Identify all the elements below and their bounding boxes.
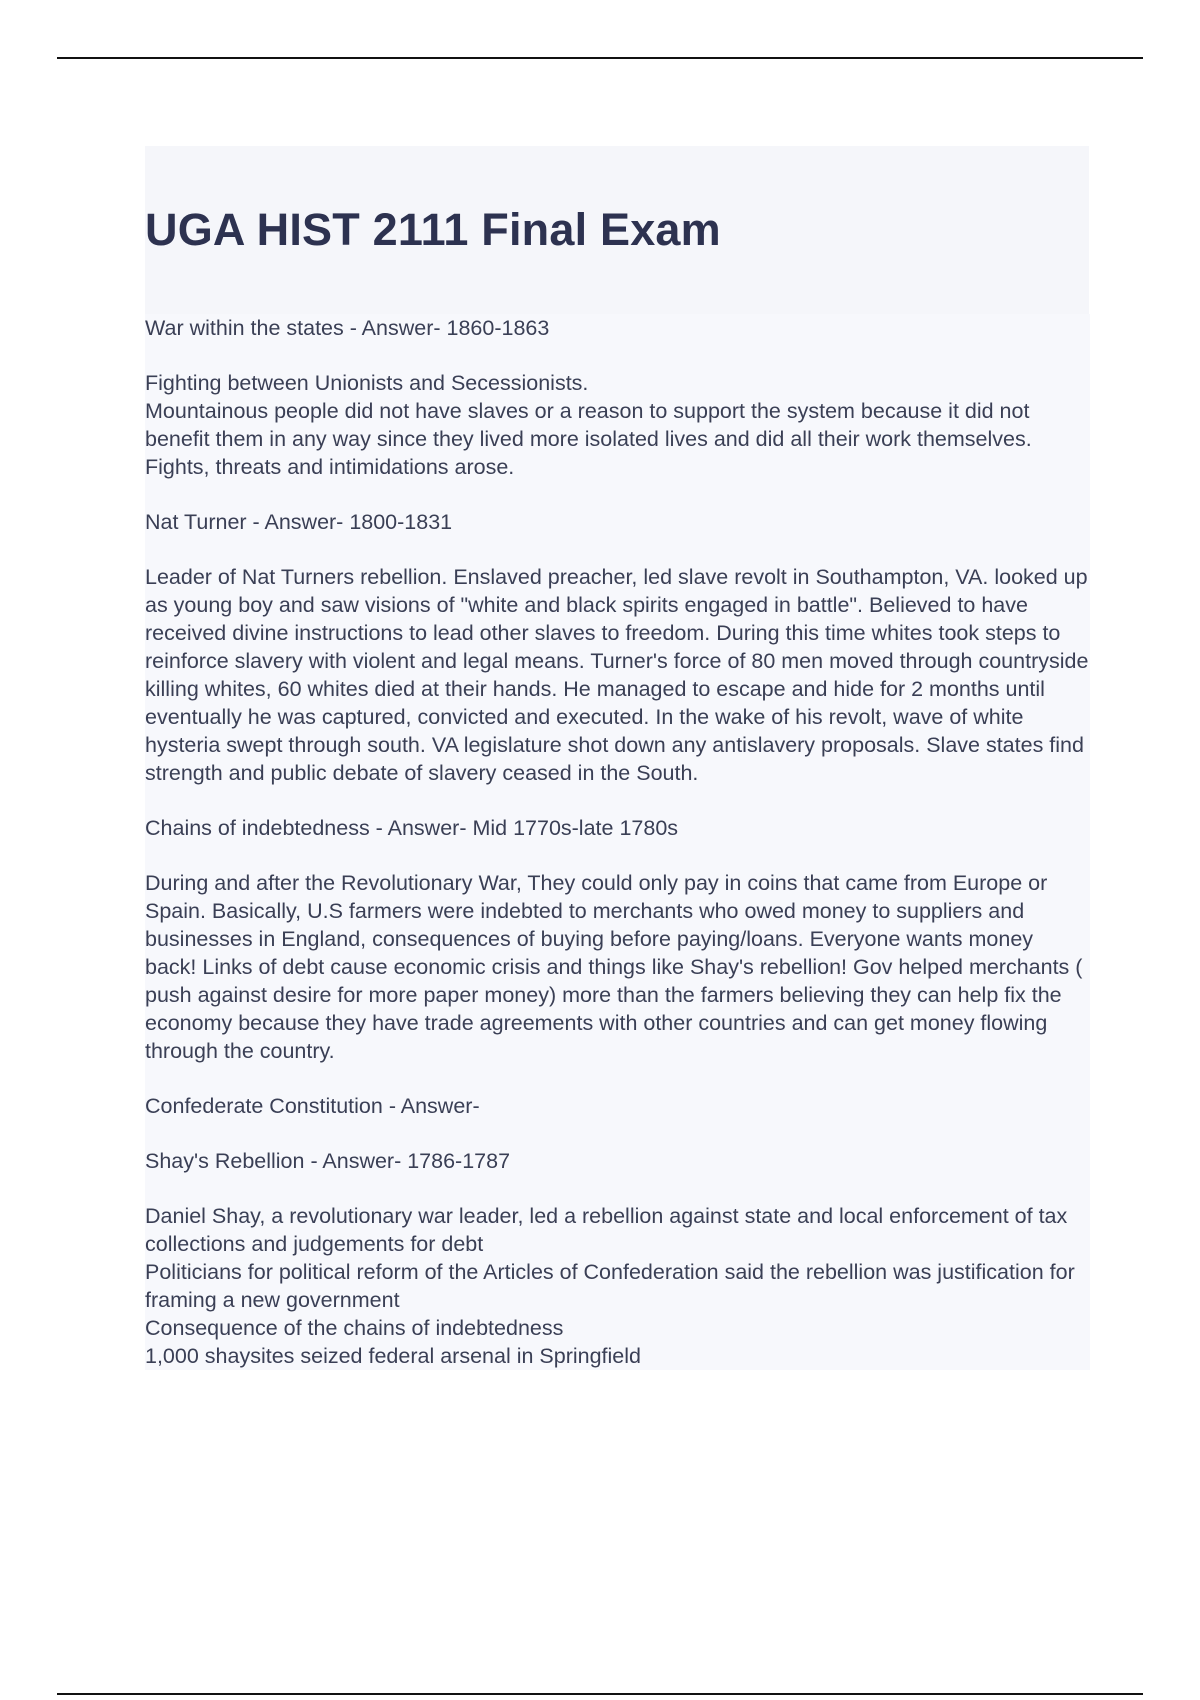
answer-5 [145,1202,1090,1370]
bottom-rule [57,1693,1143,1695]
answer-1-line-2: Mountainous people did not have slaves or a reason to support the system because it did not benefit them in any way since they lived more isolated lives and did all their work themselves. Fights, threats and intimidations arose. [145,399,1032,479]
answer-5-line-4: 1,000 shaysites seized federal arsenal in Springfield [145,1344,641,1368]
answer-5-line-2: Politicians for political reform of the Articles of Confederation said the rebellion was justification for framing a new government [145,1260,1075,1312]
question-3: Chains of indebtedness - Answer- Mid 1770s-late 1780s [145,816,679,840]
question-1: War within the states - Answer- 1860-1863 [145,316,550,340]
qa-item-2 [145,508,1090,787]
answer-1-line-1: Fighting between Unionists and Secessionists. [145,371,589,395]
qa-list [145,314,1090,1370]
question-4: Confederate Constitution - Answer- [145,1094,480,1118]
answer-5-line-3: Consequence of the chains of indebtedness [145,1316,564,1340]
answer-3-line-1: During and after the Revolutionary War, They could only pay in coins that came from Europe or Spain. Basically, U.S farmers were indebted to merchants who owed money to suppliers and businesses in England, consequences of buying before paying/loans. Everyone wants money back! Links of debt cause economic crisis and things like Shay's rebellion! Gov helped merchants ( push against desire for more paper money) more than the farmers believing they can help fix the economy because they have trade agreements with other countries and can get money flowing through the country. [145,871,1083,1063]
top-rule [57,57,1143,59]
title-band [145,146,1089,314]
answer-5-line-1: Daniel Shay, a revolutionary war leader, led a rebellion against state and local enforcement of tax collections and judgements for debt [145,1204,1068,1256]
question-5: Shay's Rebellion - Answer- 1786-1787 [145,1149,511,1173]
answer-2 [145,563,1090,787]
qa-item-5 [145,1147,1090,1370]
page-title: UGA HIST 2111 Final Exam [145,204,721,255]
answer-3 [145,869,1090,1065]
qa-item-3 [145,814,1090,1065]
document-content [145,146,1090,1370]
question-2: Nat Turner - Answer- 1800-1831 [145,510,453,534]
qa-item-1 [145,314,1090,481]
answer-1 [145,369,1090,481]
answer-2-line-1: Leader of Nat Turners rebellion. Enslaved preacher, led slave revolt in Southampton, VA. looked up as young boy and saw visions of "white and black spirits engaged in battle". Believed to have received divine instructions to lead other slaves to freedom. During this time whites took steps to reinforce slavery with violent and legal means. Turner's force of 80 men moved through countryside killing whites, 60 whites died at their hands. He managed to escape and hide for 2 months until eventually he was captured, convicted and executed. In the wake of his revolt, wave of white hysteria swept through south. VA legislature shot down any antislavery proposals. Slave states find strength and public debate of slavery ceased in the South. [145,565,1089,785]
qa-item-4 [145,1092,1090,1120]
